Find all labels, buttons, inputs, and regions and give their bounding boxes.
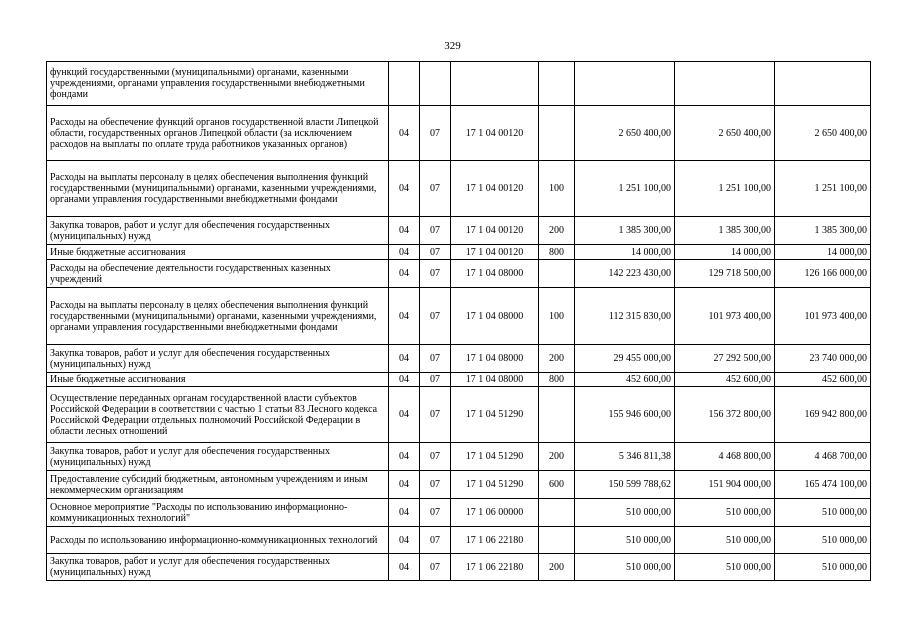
subsection-code: 07 (420, 499, 451, 527)
amount-year-1: 112 315 830,00 (575, 288, 675, 345)
expense-name: функций государственными (муниципальными) органами, казенными учреждениями, органами управления государственными внебюджетными фондами (47, 62, 389, 106)
section-code: 04 (389, 527, 420, 554)
amount-year-1: 14 000,00 (575, 245, 675, 260)
target-article-code: 17 1 04 00120 (451, 161, 539, 217)
amount-year-2: 510 000,00 (675, 554, 775, 581)
expense-name: Расходы на выплаты персоналу в целях обеспечения выполнения функций государственными (муниципальными) органами, казенными учреждениями, органами управления государственными внебюджетными фондами (47, 161, 389, 217)
table-row (47, 499, 871, 527)
expense-type-code (539, 62, 575, 106)
expense-type-code (539, 527, 575, 554)
section-code: 04 (389, 554, 420, 581)
amount-year-3: 4 468 700,00 (775, 443, 871, 471)
expense-type-code (539, 387, 575, 443)
section-code: 04 (389, 106, 420, 161)
target-article-code (451, 62, 539, 106)
subsection-code: 07 (420, 260, 451, 288)
table-row (47, 554, 871, 581)
amount-year-1: 2 650 400,00 (575, 106, 675, 161)
amount-year-1: 1 385 300,00 (575, 217, 675, 245)
expense-name: Закупка товаров, работ и услуг для обеспечения государственных (муниципальных) нужд (47, 554, 389, 581)
amount-year-1: 5 346 811,38 (575, 443, 675, 471)
table-row (47, 217, 871, 245)
target-article-code: 17 1 04 00120 (451, 245, 539, 260)
subsection-code: 07 (420, 554, 451, 581)
expense-type-code (539, 260, 575, 288)
table-row (47, 161, 871, 217)
table-row (47, 245, 871, 260)
target-article-code: 17 1 04 51290 (451, 387, 539, 443)
target-article-code: 17 1 06 22180 (451, 527, 539, 554)
amount-year-3: 2 650 400,00 (775, 106, 871, 161)
amount-year-3: 14 000,00 (775, 245, 871, 260)
amount-year-1: 510 000,00 (575, 527, 675, 554)
amount-year-2: 1 251 100,00 (675, 161, 775, 217)
amount-year-2: 452 600,00 (675, 373, 775, 387)
target-article-code: 17 1 04 08000 (451, 373, 539, 387)
amount-year-2: 156 372 800,00 (675, 387, 775, 443)
section-code: 04 (389, 161, 420, 217)
target-article-code: 17 1 04 51290 (451, 471, 539, 499)
expense-name: Закупка товаров, работ и услуг для обеспечения государственных (муниципальных) нужд (47, 443, 389, 471)
section-code: 04 (389, 217, 420, 245)
target-article-code: 17 1 04 00120 (451, 217, 539, 245)
amount-year-3: 452 600,00 (775, 373, 871, 387)
section-code (389, 62, 420, 106)
amount-year-3: 510 000,00 (775, 527, 871, 554)
target-article-code: 17 1 06 00000 (451, 499, 539, 527)
amount-year-1: 155 946 600,00 (575, 387, 675, 443)
expense-name: Основное мероприятие "Расходы по использованию информационно-коммуникационных технологий" (47, 499, 389, 527)
amount-year-1: 510 000,00 (575, 554, 675, 581)
target-article-code: 17 1 06 22180 (451, 554, 539, 581)
amount-year-3: 101 973 400,00 (775, 288, 871, 345)
amount-year-3: 1 251 100,00 (775, 161, 871, 217)
table-row (47, 527, 871, 554)
expense-type-code (539, 499, 575, 527)
expense-name: Расходы на выплаты персоналу в целях обеспечения выполнения функций государственными (муниципальными) органами, казенными учреждениями, органами управления государственными внебюджетными фондами (47, 288, 389, 345)
section-code: 04 (389, 443, 420, 471)
subsection-code (420, 62, 451, 106)
section-code: 04 (389, 345, 420, 373)
expense-name: Закупка товаров, работ и услуг для обеспечения государственных (муниципальных) нужд (47, 345, 389, 373)
section-code: 04 (389, 387, 420, 443)
amount-year-1 (575, 62, 675, 106)
subsection-code: 07 (420, 387, 451, 443)
section-code: 04 (389, 471, 420, 499)
amount-year-2: 14 000,00 (675, 245, 775, 260)
amount-year-1: 510 000,00 (575, 499, 675, 527)
amount-year-3: 165 474 100,00 (775, 471, 871, 499)
amount-year-3: 169 942 800,00 (775, 387, 871, 443)
table-row (47, 345, 871, 373)
expense-type-code: 100 (539, 161, 575, 217)
expense-name: Расходы на обеспечение деятельности государственных казенных учреждений (47, 260, 389, 288)
amount-year-3: 23 740 000,00 (775, 345, 871, 373)
amount-year-2: 1 385 300,00 (675, 217, 775, 245)
expense-type-code: 600 (539, 471, 575, 499)
amount-year-3 (775, 62, 871, 106)
expense-name: Предоставление субсидий бюджетным, автономным учреждениям и иным некоммерческим организациям (47, 471, 389, 499)
table-row (47, 288, 871, 345)
section-code: 04 (389, 245, 420, 260)
expense-type-code (539, 106, 575, 161)
subsection-code: 07 (420, 161, 451, 217)
amount-year-1: 1 251 100,00 (575, 161, 675, 217)
expense-name: Закупка товаров, работ и услуг для обеспечения государственных (муниципальных) нужд (47, 217, 389, 245)
section-code: 04 (389, 288, 420, 345)
target-article-code: 17 1 04 51290 (451, 443, 539, 471)
table-row (47, 471, 871, 499)
table-row (47, 443, 871, 471)
amount-year-2: 27 292 500,00 (675, 345, 775, 373)
table-row (47, 62, 871, 106)
table-row (47, 260, 871, 288)
expense-type-code: 200 (539, 554, 575, 581)
budget-table (46, 61, 871, 581)
subsection-code: 07 (420, 245, 451, 260)
table-row (47, 387, 871, 443)
section-code: 04 (389, 260, 420, 288)
target-article-code: 17 1 04 08000 (451, 345, 539, 373)
amount-year-2: 129 718 500,00 (675, 260, 775, 288)
page-number: 329 (444, 40, 461, 52)
amount-year-3: 510 000,00 (775, 499, 871, 527)
section-code: 04 (389, 499, 420, 527)
expense-name: Расходы на обеспечение функций органов государственной власти Липецкой области, государственных органов Липецкой области (за исключением расходов на выплаты по оплате труда работников указанных органов) (47, 106, 389, 161)
expense-name: Осуществление переданных органам государственной власти субъектов Российской Федерации в соответствии с частью 1 статьи 83 Лесного кодекса Российской Федерации отдельных полномочий Российской Федерации в области лесных отношений (47, 387, 389, 443)
subsection-code: 07 (420, 471, 451, 499)
subsection-code: 07 (420, 345, 451, 373)
subsection-code: 07 (420, 527, 451, 554)
amount-year-1: 142 223 430,00 (575, 260, 675, 288)
amount-year-2: 101 973 400,00 (675, 288, 775, 345)
expense-type-code: 100 (539, 288, 575, 345)
table-row (47, 106, 871, 161)
expense-type-code: 200 (539, 217, 575, 245)
expense-type-code: 200 (539, 345, 575, 373)
target-article-code: 17 1 04 00120 (451, 106, 539, 161)
amount-year-3: 126 166 000,00 (775, 260, 871, 288)
amount-year-2: 151 904 000,00 (675, 471, 775, 499)
amount-year-2: 4 468 800,00 (675, 443, 775, 471)
amount-year-2: 2 650 400,00 (675, 106, 775, 161)
target-article-code: 17 1 04 08000 (451, 260, 539, 288)
table-row (47, 373, 871, 387)
expense-type-code: 800 (539, 373, 575, 387)
expense-type-code: 200 (539, 443, 575, 471)
subsection-code: 07 (420, 373, 451, 387)
subsection-code: 07 (420, 217, 451, 245)
expense-type-code: 800 (539, 245, 575, 260)
expense-name: Иные бюджетные ассигнования (47, 245, 389, 260)
amount-year-1: 29 455 000,00 (575, 345, 675, 373)
section-code: 04 (389, 373, 420, 387)
target-article-code: 17 1 04 08000 (451, 288, 539, 345)
subsection-code: 07 (420, 288, 451, 345)
amount-year-3: 510 000,00 (775, 554, 871, 581)
amount-year-2: 510 000,00 (675, 499, 775, 527)
subsection-code: 07 (420, 443, 451, 471)
amount-year-1: 150 599 788,62 (575, 471, 675, 499)
amount-year-3: 1 385 300,00 (775, 217, 871, 245)
amount-year-2 (675, 62, 775, 106)
expense-name: Иные бюджетные ассигнования (47, 373, 389, 387)
subsection-code: 07 (420, 106, 451, 161)
expense-name: Расходы по использованию информационно-коммуникационных технологий (47, 527, 389, 554)
amount-year-2: 510 000,00 (675, 527, 775, 554)
amount-year-1: 452 600,00 (575, 373, 675, 387)
